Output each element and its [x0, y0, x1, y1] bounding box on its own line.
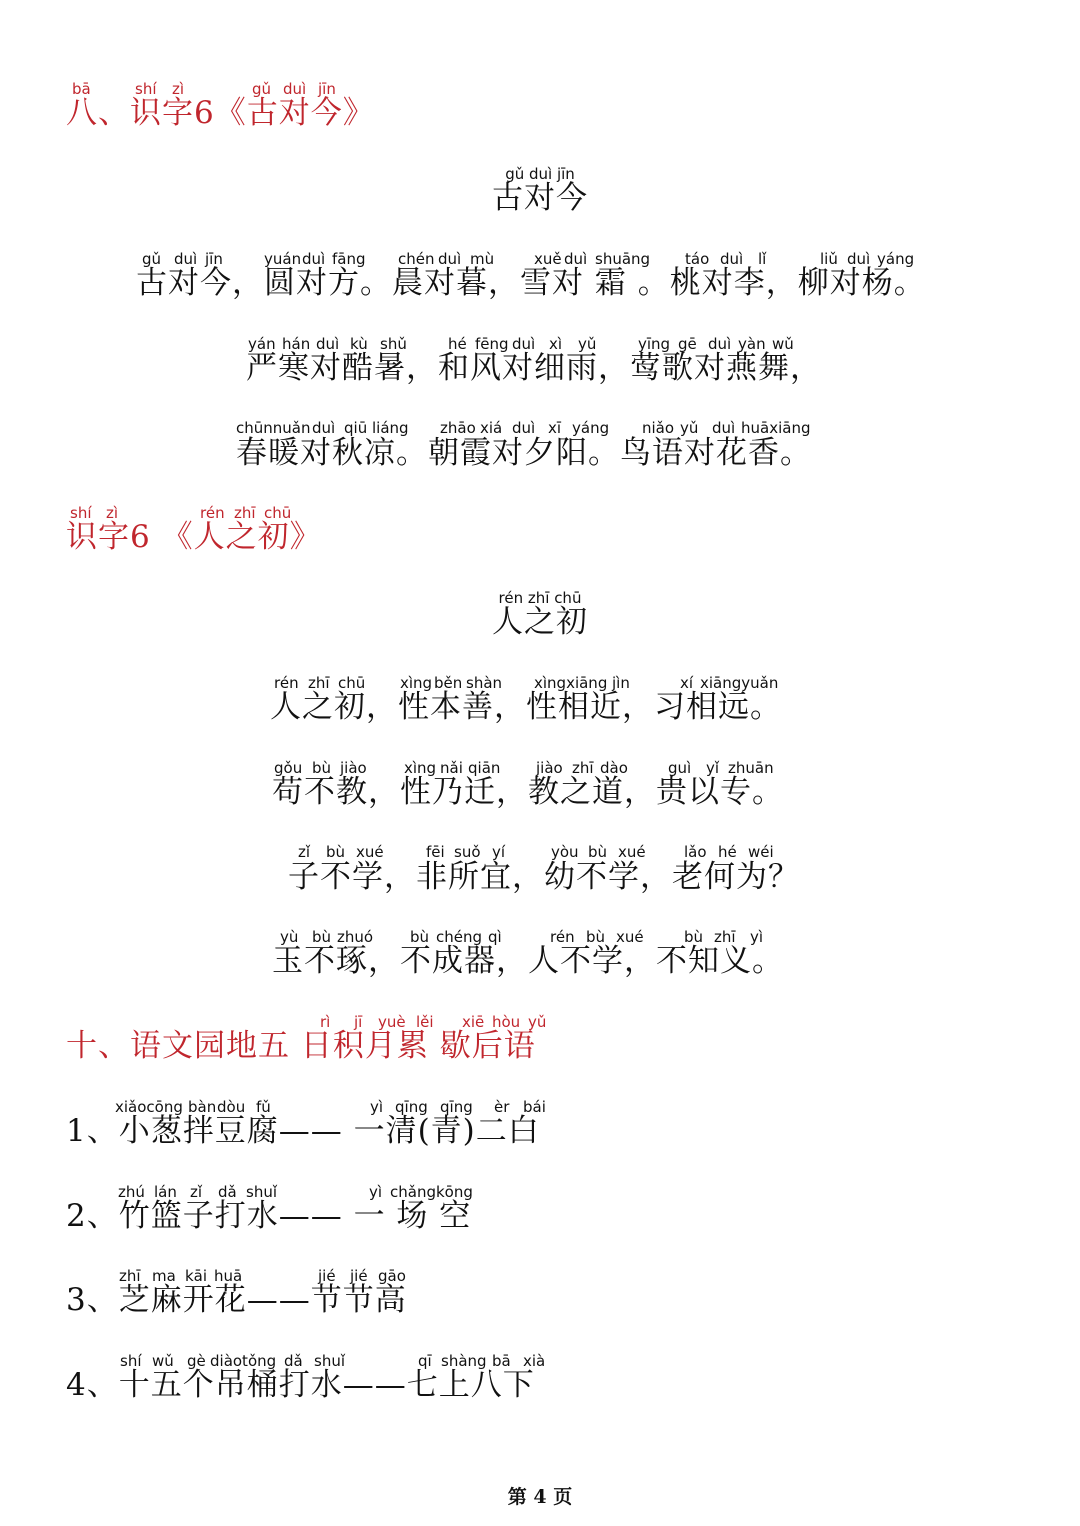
- pinyin: bù: [312, 759, 332, 777]
- heading-pinyin: hòu: [492, 1013, 521, 1031]
- poem-line: 玉不琢，不成器，人不学，不知义。: [272, 943, 784, 979]
- pinyin: shuāng: [595, 250, 651, 268]
- pinyin: duì: [438, 250, 462, 268]
- pinyin: bù: [684, 928, 704, 946]
- pinyin: xìng: [400, 674, 433, 692]
- pinyin: fāng: [332, 250, 366, 268]
- pinyin: fēng: [475, 335, 509, 353]
- poem-line: 子不学，非所宜，幼不学，老何为？: [288, 859, 800, 895]
- pinyin: jiào: [536, 759, 563, 777]
- xiehouyu-item: 2、竹篮子打水—— 一 场 空: [66, 1198, 472, 1234]
- pinyin: xué: [618, 843, 646, 861]
- pinyin: zhī: [308, 674, 330, 692]
- pinyin: yán: [248, 335, 276, 353]
- pinyin: mù: [470, 250, 495, 268]
- pinyin: duì: [302, 250, 326, 268]
- poem-line: 严寒对酷暑，和风对细雨，莺歌对燕舞，: [246, 350, 822, 386]
- pinyin: yáng: [572, 419, 610, 437]
- pinyin: xué: [356, 843, 384, 861]
- pinyin: xī: [548, 419, 562, 437]
- pinyin: xià: [523, 1352, 546, 1370]
- pinyin: dòu: [217, 1098, 246, 1116]
- pinyin: xuě: [534, 250, 562, 268]
- pinyin: bā: [492, 1352, 511, 1370]
- pinyin: duì: [316, 335, 340, 353]
- pinyin: kāi: [185, 1267, 208, 1285]
- pinyin: jié: [318, 1267, 336, 1285]
- pinyin: yáng: [877, 250, 915, 268]
- pinyin: lán: [154, 1183, 177, 1201]
- pinyin: niǎo: [642, 419, 675, 437]
- pinyin: duì: [712, 419, 736, 437]
- pinyin: bù: [326, 843, 346, 861]
- pinyin: yǔ: [680, 419, 699, 437]
- pinyin: shuǐ: [246, 1183, 277, 1201]
- pinyin: zǐ: [298, 843, 311, 861]
- heading-pinyin: zhī: [234, 504, 256, 522]
- pinyin: guì: [668, 759, 692, 777]
- heading-pinyin: gǔ: [252, 80, 272, 98]
- pinyin: ma: [152, 1267, 176, 1285]
- pinyin: jié: [350, 1267, 368, 1285]
- pinyin: hé: [448, 335, 467, 353]
- pinyin: yì: [369, 1183, 383, 1201]
- pinyin: liáng: [372, 419, 409, 437]
- pinyin: táo: [685, 250, 710, 268]
- pinyin: yòu: [551, 843, 579, 861]
- pinyin: dǎ: [218, 1183, 237, 1201]
- pinyin: duì: [512, 335, 536, 353]
- poem-title-pinyin: gǔ duì jīn: [505, 165, 575, 183]
- pinyin: diàotǒng: [210, 1352, 277, 1370]
- pinyin: shàng: [441, 1352, 487, 1370]
- pinyin: duì: [564, 250, 588, 268]
- pinyin: bù: [410, 928, 430, 946]
- pinyin: wǔ: [152, 1352, 174, 1370]
- pinyin: jiào: [340, 759, 367, 777]
- pinyin: lǎo: [684, 843, 707, 861]
- poem-line: 春暖对秋凉。朝霞对夕阳。鸟语对花香。: [236, 435, 812, 471]
- pinyin: zǐ: [190, 1183, 203, 1201]
- pinyin: qì: [488, 928, 502, 946]
- pinyin: èr: [494, 1098, 510, 1116]
- pinyin: zhú: [118, 1183, 145, 1201]
- pinyin: qīng: [395, 1098, 428, 1116]
- poem-line: 苟不教，性乃迁，教之道，贵以专。: [272, 774, 784, 810]
- pinyin: gāo: [378, 1267, 406, 1285]
- pinyin: jìn: [612, 674, 630, 692]
- pinyin: gǒu: [274, 759, 303, 777]
- section-title: 十、语文园地五 日积月累 歇后语: [66, 1028, 536, 1064]
- pinyin: xí: [680, 674, 694, 692]
- poem-title: 人之初: [492, 604, 588, 640]
- pinyin: nǎi: [440, 759, 463, 777]
- heading-pinyin: rì: [320, 1013, 331, 1031]
- pinyin: qiū: [344, 419, 368, 437]
- pinyin: qī: [418, 1352, 432, 1370]
- pinyin: chūnnuǎn: [236, 419, 311, 437]
- pinyin: gè: [187, 1352, 206, 1370]
- pinyin: gē: [678, 335, 697, 353]
- pinyin: wéi: [748, 843, 774, 861]
- pinyin: yǔ: [578, 335, 597, 353]
- pinyin: chū: [338, 674, 366, 692]
- pinyin: duì: [847, 250, 871, 268]
- xiehouyu-item: 3、芝麻开花——节节高: [66, 1282, 407, 1318]
- heading-pinyin: xiē: [462, 1013, 485, 1031]
- heading-pinyin: lěi: [416, 1013, 434, 1031]
- pinyin: xiāngyuǎn: [700, 674, 779, 692]
- pinyin: zhuān: [728, 759, 774, 777]
- pinyin: zhī: [572, 759, 594, 777]
- pinyin: fēi: [426, 843, 445, 861]
- pinyin: jīn: [205, 250, 223, 268]
- pinyin: xué: [616, 928, 644, 946]
- pinyin: zhāo: [440, 419, 476, 437]
- heading-pinyin: zì: [106, 504, 119, 522]
- heading-pinyin: jī: [354, 1013, 363, 1031]
- pinyin: liǔ: [820, 250, 838, 268]
- heading-pinyin: rén: [200, 504, 225, 522]
- poem-title-pinyin: rén zhī chū: [498, 589, 582, 607]
- pinyin: bái: [523, 1098, 546, 1116]
- pinyin: yì: [370, 1098, 384, 1116]
- pinyin: bù: [312, 928, 332, 946]
- pinyin: gǔ: [142, 250, 162, 268]
- heading-pinyin: chū: [264, 504, 292, 522]
- heading-pinyin: bā: [72, 80, 91, 98]
- pinyin: duì: [708, 335, 732, 353]
- pinyin: qīng: [440, 1098, 473, 1116]
- pinyin: shí: [120, 1352, 142, 1370]
- pinyin: duì: [512, 419, 536, 437]
- poem-line: 人之初，性本善，性相近，习相远。: [270, 689, 782, 725]
- xiehouyu-item: 4、十五个吊桶打水——七上八下: [66, 1367, 535, 1403]
- heading-pinyin: duì: [283, 80, 307, 98]
- pinyin: rén: [550, 928, 575, 946]
- pinyin: bù: [586, 928, 606, 946]
- pinyin: huāxiāng: [741, 419, 811, 437]
- heading-pinyin: shí: [135, 80, 157, 98]
- pinyin: shǔ: [380, 335, 407, 353]
- pinyin: yīng: [638, 335, 671, 353]
- heading-pinyin: shí: [70, 504, 92, 522]
- pinyin: xiá: [480, 419, 503, 437]
- pinyin: lǐ: [758, 250, 767, 268]
- heading-pinyin: yǔ: [528, 1013, 547, 1031]
- pinyin: chǎngkōng: [390, 1183, 473, 1201]
- section-title: 八、识字6《古对今》: [66, 95, 375, 131]
- pinyin: bàn: [188, 1098, 217, 1116]
- pinyin: bù: [588, 843, 608, 861]
- pinyin: yǐ: [706, 759, 720, 777]
- pinyin: shuǐ: [314, 1352, 345, 1370]
- pinyin: rén: [274, 674, 299, 692]
- heading-pinyin: yuè: [378, 1013, 406, 1031]
- pinyin: xìng: [404, 759, 437, 777]
- pinyin: dào: [600, 759, 628, 777]
- pinyin: shàn: [466, 674, 503, 692]
- pinyin: yù: [280, 928, 299, 946]
- pinyin: suǒ: [454, 843, 481, 861]
- pinyin: duì: [312, 419, 336, 437]
- poem-title: 古对今: [492, 180, 588, 216]
- pinyin: kù: [350, 335, 368, 353]
- xiehouyu-item: 1、小葱拌豆腐—— 一清(青)二白: [66, 1113, 540, 1149]
- pinyin: hán: [282, 335, 311, 353]
- heading-pinyin: jīn: [318, 80, 336, 98]
- poem-line: 古对今，圆对方。晨对暮，雪对 霜 。桃对李，柳对杨。: [136, 265, 926, 301]
- pinyin: dǎ: [284, 1352, 303, 1370]
- pinyin: chén: [398, 250, 435, 268]
- pinyin: yì: [750, 928, 764, 946]
- pinyin: zhuó: [337, 928, 374, 946]
- pinyin: xì: [549, 335, 563, 353]
- pinyin: hé: [718, 843, 737, 861]
- pinyin: xiǎocōng: [115, 1098, 183, 1116]
- pinyin: qiān: [468, 759, 501, 777]
- pinyin: chéng: [436, 928, 483, 946]
- pinyin: zhī: [119, 1267, 141, 1285]
- page-number: 第 4 页: [507, 1486, 573, 1508]
- pinyin: fǔ: [256, 1098, 271, 1116]
- pinyin: huā: [214, 1267, 243, 1285]
- pinyin: xìngxiāng: [534, 674, 608, 692]
- pinyin: duì: [720, 250, 744, 268]
- heading-pinyin: zì: [172, 80, 185, 98]
- pinyin: duì: [174, 250, 198, 268]
- pinyin: yàn: [738, 335, 766, 353]
- pinyin: wǔ: [772, 335, 794, 353]
- section-title: 识字6 《人之初》: [66, 519, 322, 555]
- pinyin: běn: [434, 674, 463, 692]
- pinyin: yuán: [264, 250, 302, 268]
- pinyin: yí: [492, 843, 506, 861]
- pinyin: zhī: [714, 928, 736, 946]
